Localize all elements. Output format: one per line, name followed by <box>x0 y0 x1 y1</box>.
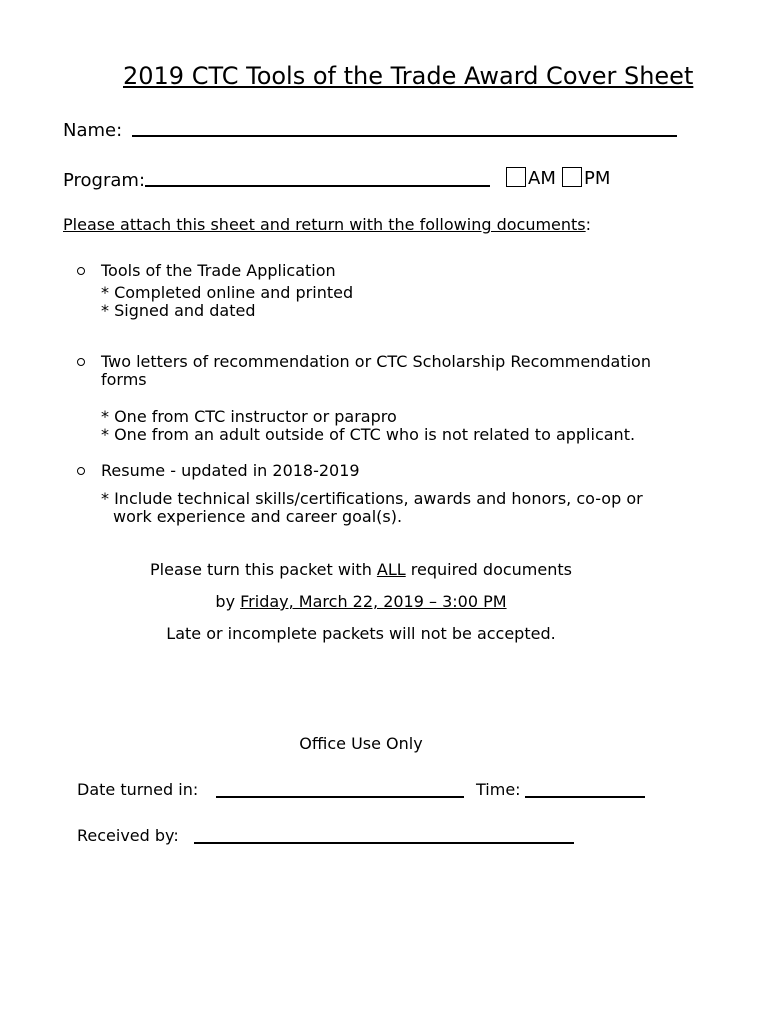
name-field[interactable] <box>132 135 677 137</box>
program-label: Program: <box>63 170 146 191</box>
program-field[interactable] <box>145 185 490 187</box>
item-3-sub-line-1: * Include technical skills/certifications, awards and honors, co-op or <box>101 489 643 508</box>
time-field[interactable] <box>525 796 645 798</box>
name-label: Name: <box>63 120 123 141</box>
bullet-icon <box>77 267 85 275</box>
item-1-sub-2: * Signed and dated <box>101 301 256 320</box>
am-checkbox[interactable] <box>506 167 526 187</box>
item-1-heading: Tools of the Trade Application <box>101 261 336 280</box>
deadline-date: Friday, March 22, 2019 – 3:00 PM <box>240 592 507 611</box>
instructions-colon: : <box>585 215 592 234</box>
item-2-heading-line-1: Two letters of recommendation or CTC Scholarship Recommendation <box>101 352 651 371</box>
deadline-line-3: Late or incomplete packets will not be accepted. <box>166 624 556 643</box>
item-2-sub-1: * One from CTC instructor or parapro <box>101 407 397 426</box>
item-1-sub-1: * Completed online and printed <box>101 283 354 302</box>
pm-checkbox[interactable] <box>562 167 582 187</box>
deadline-line-2-pre: by <box>215 592 241 611</box>
date-turned-in-field[interactable] <box>216 796 464 798</box>
received-by-field[interactable] <box>194 842 574 844</box>
item-2-sub-2: * One from an adult outside of CTC who is not related to applicant. <box>101 425 636 444</box>
time-label: Time: <box>476 780 521 799</box>
received-by-label: Received by: <box>77 826 179 845</box>
instructions <box>63 215 591 234</box>
page-title: 2019 CTC Tools of the Trade Award Cover Sheet <box>123 62 694 90</box>
item-3-heading: Resume - updated in 2018-2019 <box>101 461 360 480</box>
deadline-line-1-post: required documents <box>405 560 572 579</box>
deadline-all-emphasis: ALL <box>376 560 406 579</box>
deadline-line-1 <box>0 560 722 579</box>
date-turned-in-label: Date turned in: <box>77 780 199 799</box>
instructions-lead: Please attach this sheet and return with the following documents <box>63 215 586 234</box>
bullet-icon <box>77 358 85 366</box>
office-use-heading: Office Use Only <box>299 734 423 753</box>
item-2-heading-line-2: forms <box>101 370 147 389</box>
pm-label: PM <box>584 168 611 189</box>
item-3-sub-line-2: work experience and career goal(s). <box>113 507 403 526</box>
bullet-icon <box>77 467 85 475</box>
deadline-line-1-pre: Please turn this packet with <box>150 560 377 579</box>
deadline-line-2 <box>0 592 722 611</box>
am-label: AM <box>528 168 556 189</box>
